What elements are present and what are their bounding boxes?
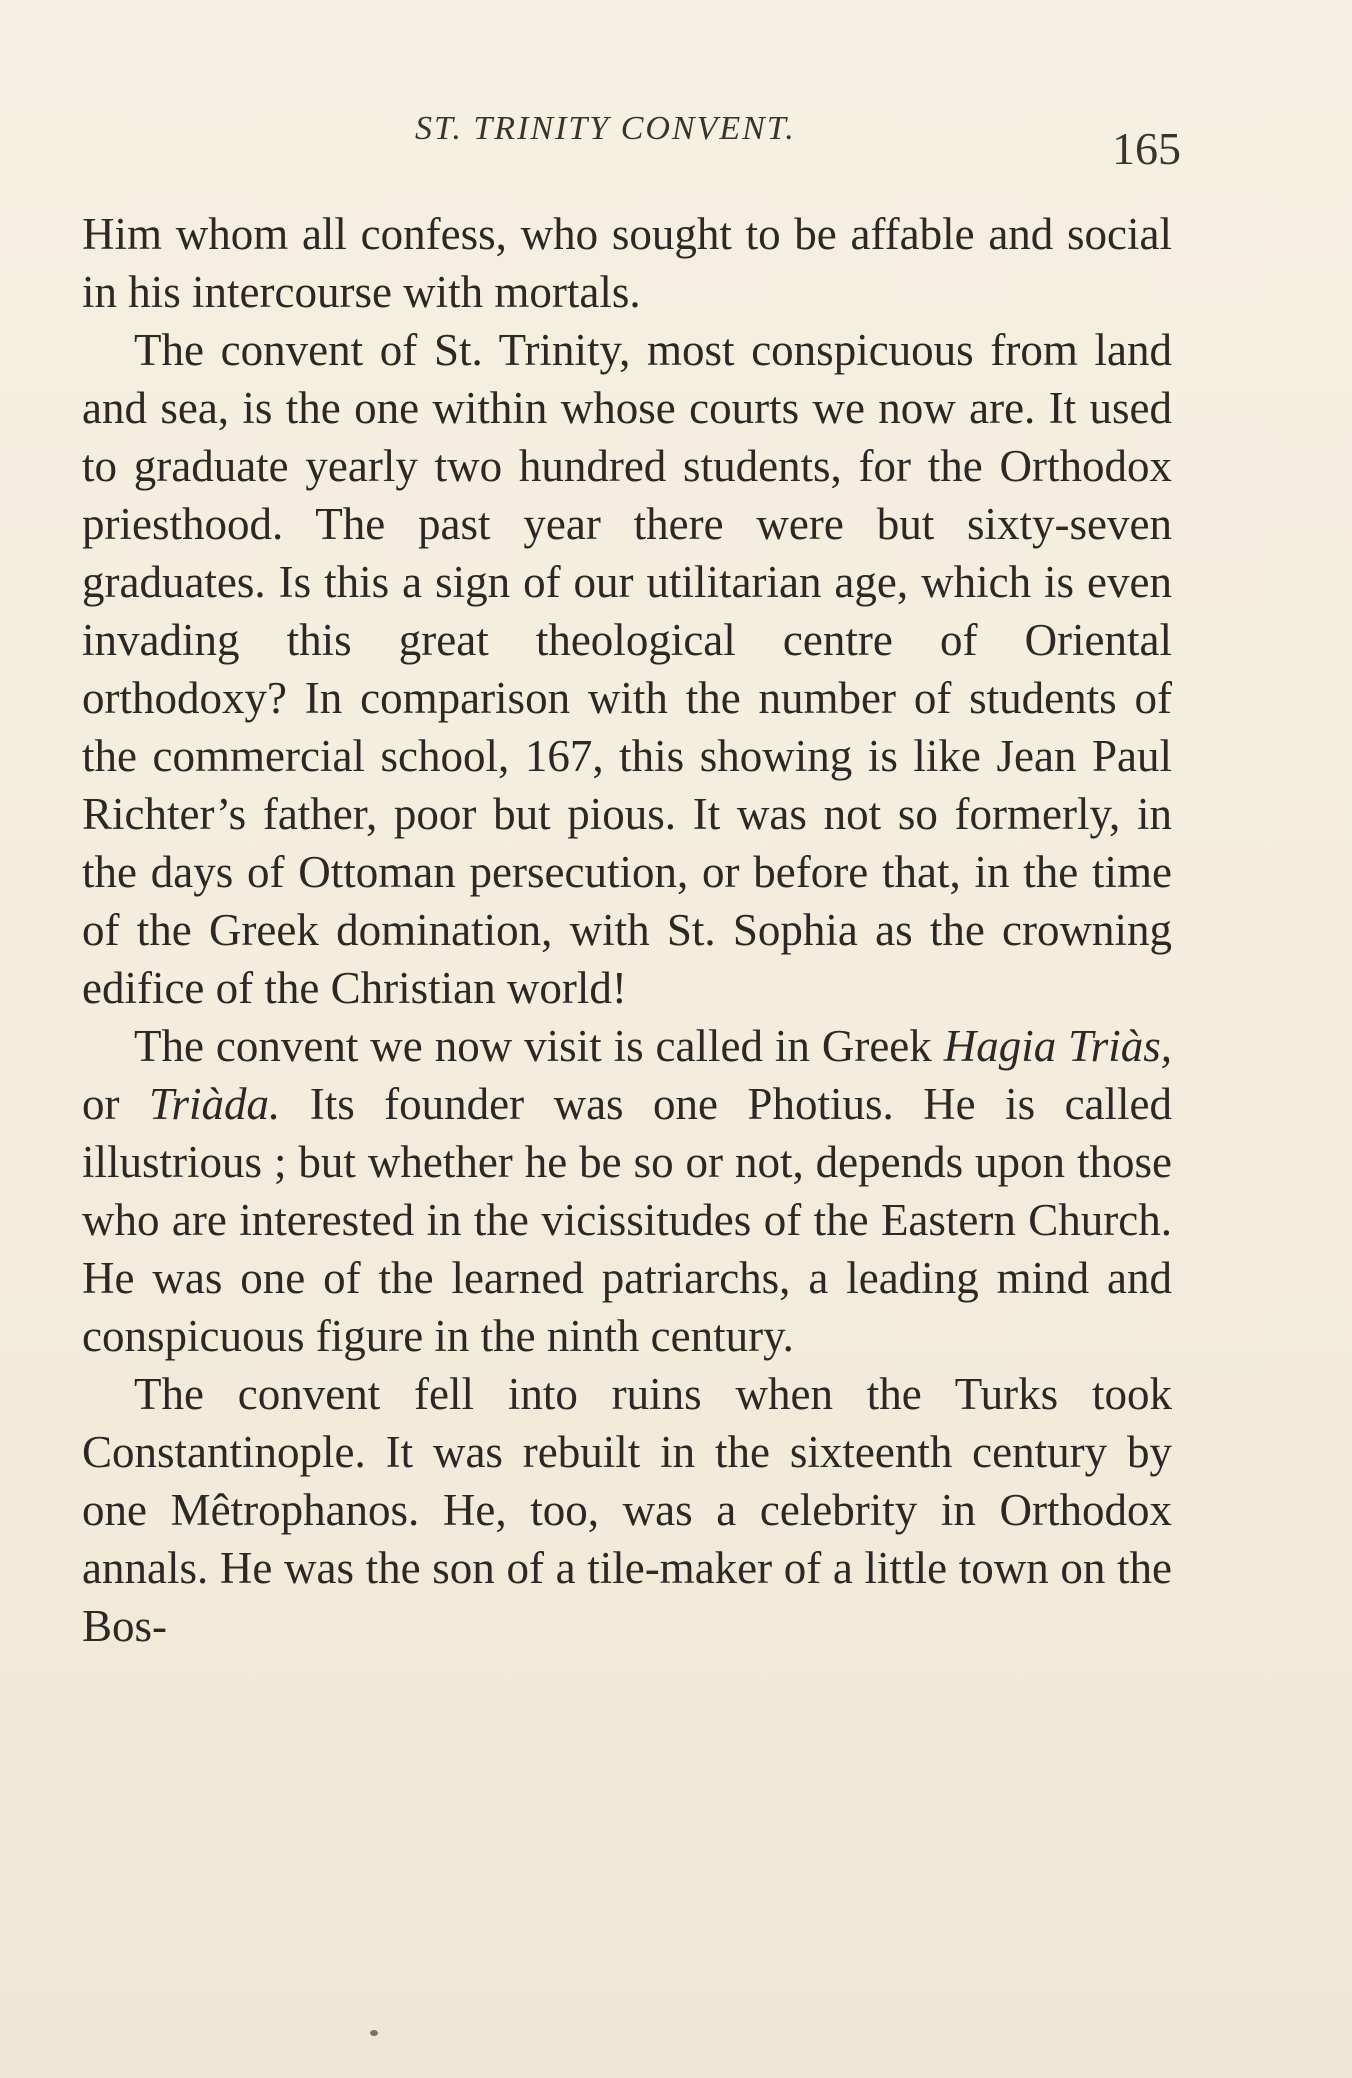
paragraph-4: The convent fell into ruins when the Turks took Constantinople. It was rebuilt in the sixteenth century by one Mêtrophanos. He, too, was a celebrity in Orthodox annals. He was the son of a tile-maker of a little town on the Bos- — [82, 1369, 1172, 1651]
body-text — [82, 205, 1172, 1655]
paragraph-3-or: or — [82, 1079, 120, 1129]
page-header — [0, 110, 1352, 174]
running-head: ST. TRINITY CONVENT. — [415, 110, 796, 147]
paragraph-3 — [82, 1017, 1172, 1365]
paragraph-3-rest: Its founder was one Photius. He is called illustrious ; but whether he be so or not, depends upon those who are interested in the vicissitudes of the Eastern Church. He was one of the learned patriarchs, a leading mind and conspicuous figure in the ninth century. — [82, 1079, 1172, 1361]
greek-term-hagia-trias: Hagia Triàs, — [943, 1021, 1172, 1071]
greek-term-triada: Triàda. — [148, 1079, 281, 1129]
paragraph-3-start: The convent we now visit is called in Greek — [134, 1021, 932, 1071]
paragraph-2: The convent of St. Trinity, most conspicuous from land and sea, is the one within whose courts we now are. It used to graduate yearly two hundred students, for the Orthodox priesthood. The past year there were but sixty-seven graduates. Is this a sign of our utilitarian age, which is even invading this great theological centre of Oriental orthodoxy? In comparison with the number of students of the commercial school, 167, this showing is like Jean Paul Richter’s father, poor but pious. It was not so formerly, in the days of Ottoman persecution, or before that, in the time of the Greek domination, with St. Sophia as the crowning edifice of the Christian world! — [82, 325, 1172, 1013]
page-number: 165 — [1112, 123, 1181, 174]
ink-speck — [370, 2030, 378, 2036]
paragraph-1: Him whom all confess, who sought to be affable and social in his intercourse with mortals. — [82, 209, 1172, 317]
